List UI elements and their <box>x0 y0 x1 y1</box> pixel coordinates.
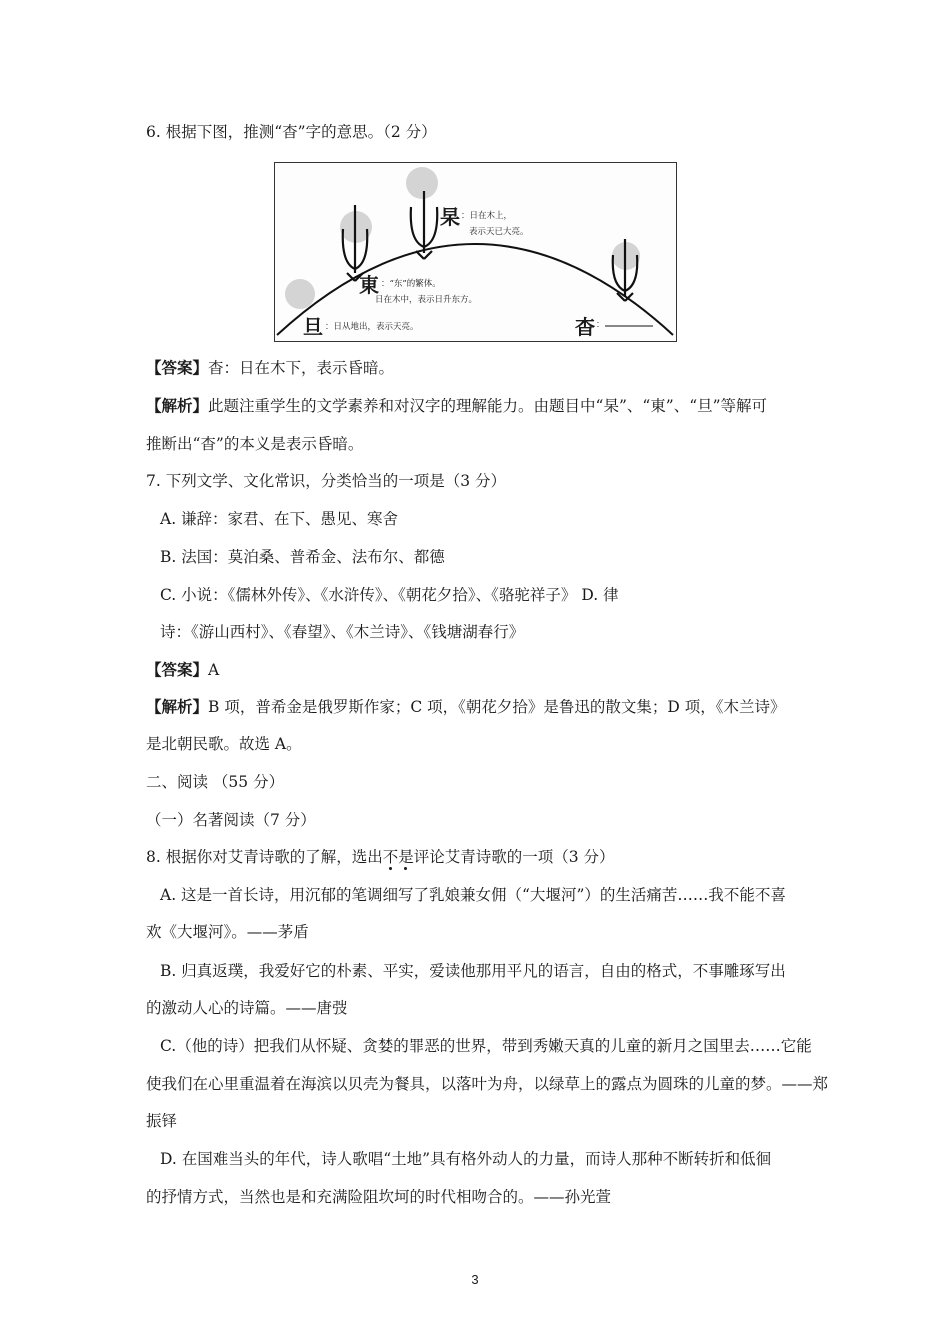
q8-option-a-line-1: A. 这是一首长诗，用沉郁的笔调细写了乳娘兼女佣（“大堰河”）的生活痛苦……我不能不喜 <box>160 886 786 904</box>
q8-option-a-line-2: 欢《大堰河》。——茅盾 <box>146 923 309 941</box>
sun-dan <box>285 279 315 309</box>
note-guo-1: ：日在木上， <box>461 211 513 221</box>
note-dong-1: ：“东”的繁体。 <box>381 279 441 289</box>
q8-option-c-line-3: 振铎 <box>146 1112 178 1130</box>
char-guo: 杲 <box>440 205 460 229</box>
q8-option-b-line-2: 的激动人心的诗篇。——唐弢 <box>146 999 348 1017</box>
section-title: 二、阅读 （55 分） <box>146 773 285 791</box>
q7-analysis-line-2: 是北朝民歌。故选 A。 <box>146 735 302 753</box>
analysis-text: 此题注重学生的文学素养和对汉字的理解能力。由题目中“杲”、“東”、“旦”等解可 <box>208 397 768 415</box>
q6-stem: 6. 根据下图，推测“杳”字的意思。（2 分） <box>146 123 437 141</box>
analysis-text: B 项，普希金是俄罗斯作家；C 项，《朝花夕拾》是鲁迅的散文集；D 项，《木兰诗》 <box>208 698 786 716</box>
note-guo-2: 表示天已大亮。 <box>469 227 529 237</box>
q6-analysis-line-1 <box>146 396 767 416</box>
section-subtitle: （一）名著阅读（7 分） <box>146 811 316 829</box>
answer-text: A <box>208 661 220 679</box>
q7-option-d: 诗：《游山西村》、《春望》、《木兰诗》、《钱塘湖春行》 <box>160 623 525 641</box>
arc-diagram <box>275 163 675 340</box>
q8-stem-emphasis-1: 不 <box>382 848 399 866</box>
q6-answer <box>146 358 394 378</box>
note-dan: ：日从地出，表示天亮。 <box>325 322 419 332</box>
char-yao: 杳 <box>575 315 595 339</box>
analysis-tag: 【解析】 <box>146 697 209 716</box>
q8-option-d-line-1: D. 在国难当头的年代，诗人歌唱“土地”具有格外动人的力量，而诗人那种不断转折和低徊 <box>160 1150 772 1168</box>
q8-option-c-line-1: C.（他的诗）把我们从怀疑、贪婪的罪恶的世界，带到秀嫩天真的儿童的新月之国里去……它能 <box>160 1037 812 1055</box>
q8-stem-emphasis-2: 是 <box>398 848 414 866</box>
q8-stem-post: 评论艾青诗歌的一项（3 分） <box>413 848 615 866</box>
answer-tag: 【答案】 <box>146 660 209 679</box>
char-dan: 旦 <box>303 315 323 339</box>
q7-answer <box>146 660 219 680</box>
q8-option-b-line-1: B. 归真返璞，我爱好它的朴素、平实，爱读他那用平凡的语言，自由的格式，不事雕琢写出 <box>160 962 786 980</box>
q7-analysis-line-1 <box>146 697 785 717</box>
q6-analysis-line-2: 推断出“杳”的本义是表示昏暗。 <box>146 435 364 453</box>
q7-stem: 7. 下列文学、文化常识，分类恰当的一项是（3 分） <box>146 472 507 490</box>
note-yao: ： <box>596 320 605 330</box>
q8-stem <box>146 847 615 867</box>
q8-option-d-line-2: 的抒情方式，当然也是和充满险阻坎坷的时代相吻合的。——孙光萱 <box>146 1188 612 1206</box>
answer-tag: 【答案】 <box>146 358 209 377</box>
q8-option-c-line-2: 使我们在心里重温着在海滨以贝壳为餐具，以落叶为舟，以绿草上的露点为圆珠的儿童的梦。——郑 <box>146 1075 829 1093</box>
char-dong: 東 <box>359 273 379 297</box>
sun-guo <box>406 167 438 199</box>
q8-stem-pre: 8. 根据你对艾青诗歌的了解，选出 <box>146 848 383 866</box>
analysis-tag: 【解析】 <box>146 396 209 415</box>
q7-option-a: A. 谦辞：家君、在下、愚见、寒舍 <box>160 510 399 528</box>
note-dong-2: 日在木中，表示日升东方。 <box>375 295 478 305</box>
character-evolution-figure <box>274 162 677 342</box>
page-number: 3 <box>471 1272 479 1287</box>
q7-option-b: B. 法国：莫泊桑、普希金、法布尔、都德 <box>160 548 445 566</box>
answer-text: 杳：日在木下，表示昏暗。 <box>208 359 395 377</box>
q7-option-c: C. 小说：《儒林外传》、《水浒传》、《朝花夕拾》、《骆驼祥子》 D. 律 <box>160 586 619 604</box>
